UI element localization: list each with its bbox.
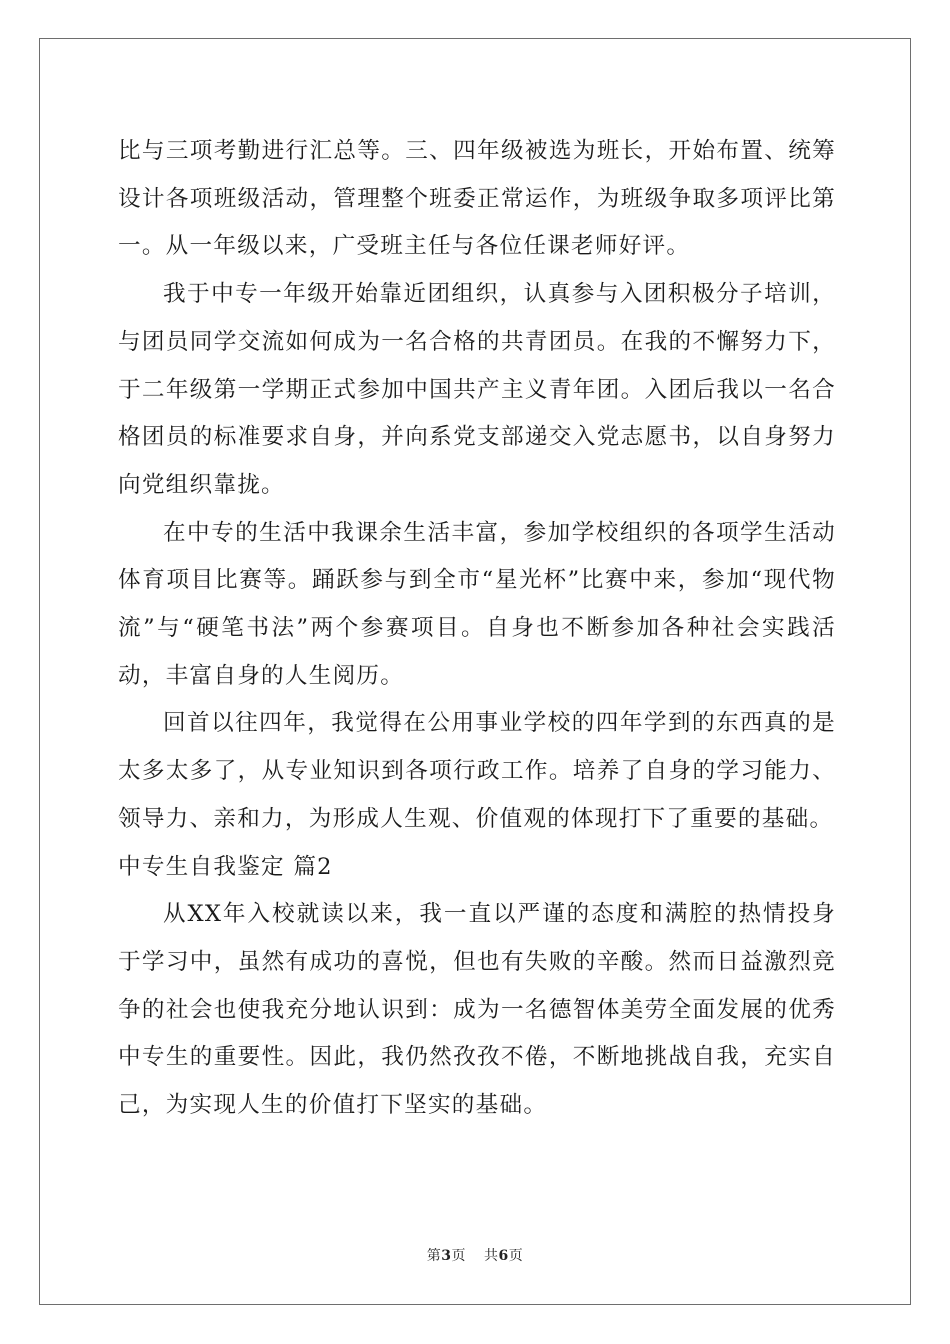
total-pages: 6 <box>498 1248 509 1264</box>
total-prefix: 共 <box>484 1248 499 1264</box>
section-heading: 中专生自我鉴定 篇2 <box>118 853 333 880</box>
page-number: 3 <box>441 1248 452 1264</box>
paragraph-2: 我于中专一年级开始靠近团组织，认真参与入团积极分子培训，与团员同学交流如何成为一名合格的共青团员。在我的不懈努力下，于二年级第一学期正式参加中国共产主义青年团。入团后我以一名合格团员的标准要求自身，并向系党支部递交入党志愿书，以自身努力向党组织靠拢。 <box>118 281 836 498</box>
paragraph-3: 在中专的生活中我课余生活丰富，参加学校组织的各项学生活动体育项目比赛等。踊跃参与到全市“星光杯”比赛中来，参加“现代物流”与“硬笔书法”两个参赛项目。自身也不断参加各种社会实践活动，丰富自身的人生阅历。 <box>118 519 836 689</box>
paragraph-4: 回首以往四年，我觉得在公用事业学校的四年学到的东西真的是太多太多了，从专业知识到各项行政工作。培养了自身的学习能力、领导力、亲和力，为形成人生观、价值观的体现打下了重要的基础。 <box>118 710 836 832</box>
document-body <box>118 128 836 1130</box>
page-footer <box>0 1245 950 1265</box>
page-prefix: 第 <box>426 1248 442 1264</box>
total-suffix: 页 <box>508 1248 524 1264</box>
page-suffix: 页 <box>451 1248 466 1264</box>
paragraph-1: 比与三项考勤进行汇总等。三、四年级被选为班长，开始布置、统筹设计各项班级活动，管理整个班委正常运作，为班级争取多项评比第一。从一年级以来，广受班主任与各位任课老师好评。 <box>118 138 836 260</box>
paragraph-5: 从XX年入校就读以来，我一直以严谨的态度和满腔的热情投身于学习中，虽然有成功的喜悦，但也有失败的辛酸。然而日益激烈竞争的社会也使我充分地认识到：成为一名德智体美劳全面发展的优秀中专生的重要性。因此，我仍然孜孜不倦，不断地挑战自我，充实自己，为实现人生的价值打下坚实的基础。 <box>118 901 836 1119</box>
